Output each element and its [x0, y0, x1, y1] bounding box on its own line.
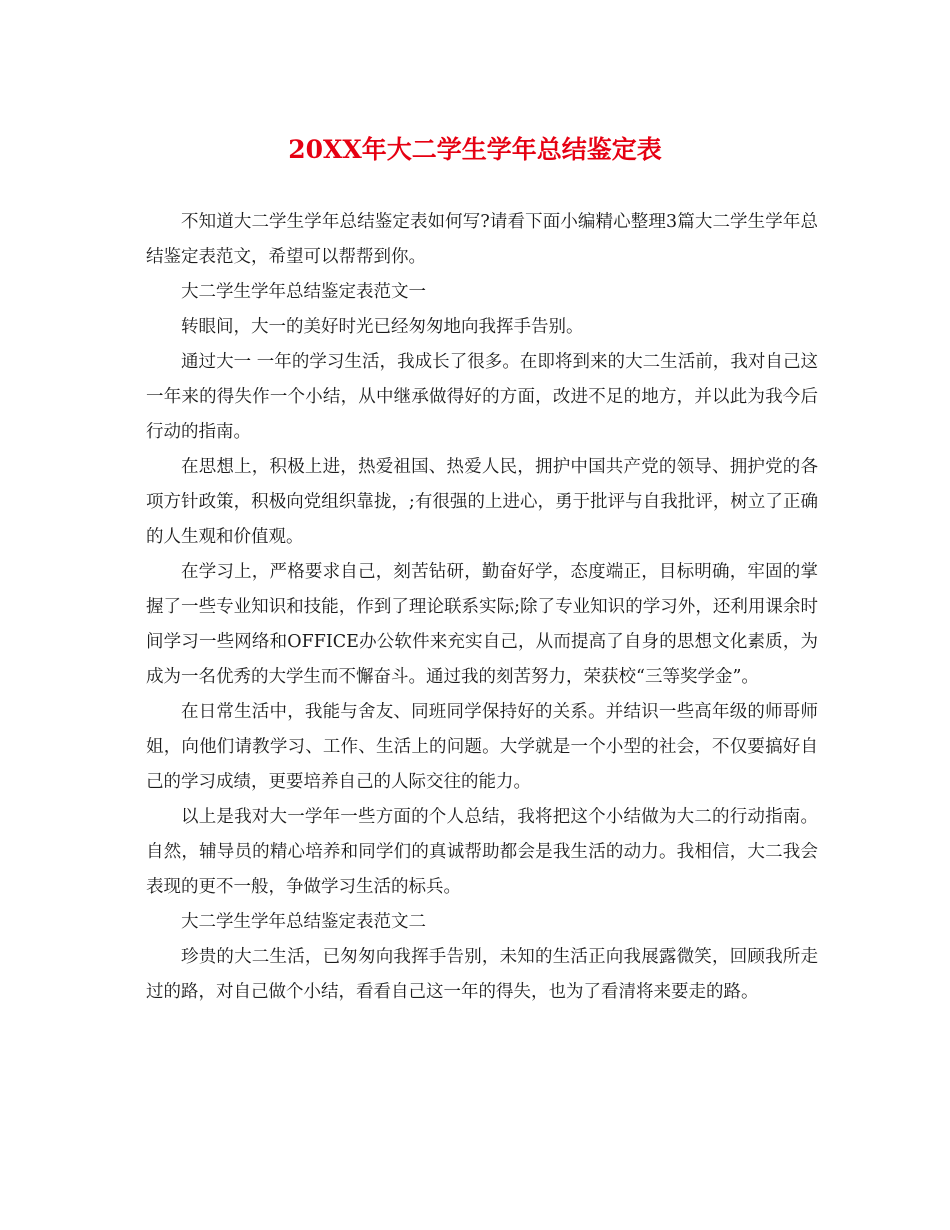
document-title: 20XX年大二学生学年总结鉴定表	[288, 135, 662, 164]
section-heading-sample-2: 大二学生学年总结鉴定表范文二	[181, 912, 426, 932]
paragraph: 在思想上，积极上进，热爱祖国、热爱人民，拥护中国共产党的领导、拥护党的各项方针政策，积极向党组织靠拢，;有很强的上进心，勇于批评与自我批评，树立了正确的人生观和价值观。	[146, 457, 818, 547]
paragraph: 珍贵的大二生活，已匆匆向我挥手告别，未知的生活正向我展露微笑，回顾我所走过的路，对自己做个小结，看看自己这一年的得失，也为了看清将来要走的路。	[146, 947, 818, 1002]
paragraph: 在日常生活中，我能与舍友、同班同学保持好的关系。并结识一些高年级的师哥师姐，向他们请教学习、工作、生活上的问题。大学就是一个小型的社会，不仅要搞好自己的学习成绩，更要培养自己的人际交往的能力。	[146, 702, 818, 792]
paragraph: 转眼间，大一的美好时光已经匆匆地向我挥手告别。	[181, 317, 584, 337]
paragraph-intro: 不知道大二学生学年总结鉴定表如何写?请看下面小编精心整理3篇大二学生学年总结鉴定表范文，希望可以帮帮到你。	[146, 212, 818, 267]
document-body	[146, 205, 818, 1010]
section-heading-sample-1: 大二学生学年总结鉴定表范文一	[181, 282, 426, 302]
paragraph: 以上是我对大一学年一些方面的个人总结，我将把这个小结做为大二的行动指南。自然，辅导员的精心培养和同学们的真诚帮助都会是我生活的动力。我相信，大二我会表现的更不一般，争做学习生活的标兵。	[146, 807, 818, 897]
paragraph: 在学习上，严格要求自己，刻苦钻研，勤奋好学，态度端正，目标明确，牢固的掌握了一些专业知识和技能，作到了理论联系实际;除了专业知识的学习外，还利用课余时间学习一些网络和OFFICE办公软件来充实自己，从而提高了自身的思想文化素质，为成为一名优秀的大学生而不懈奋斗。通过我的刻苦努力，荣获校“三等奖学金”。	[146, 562, 818, 687]
paragraph: 通过大一 一年的学习生活，我成长了很多。在即将到来的大二生活前，我对自己这一年来的得失作一个小结，从中继承做得好的方面，改进不足的地方，并以此为我今后行动的指南。	[146, 352, 818, 442]
